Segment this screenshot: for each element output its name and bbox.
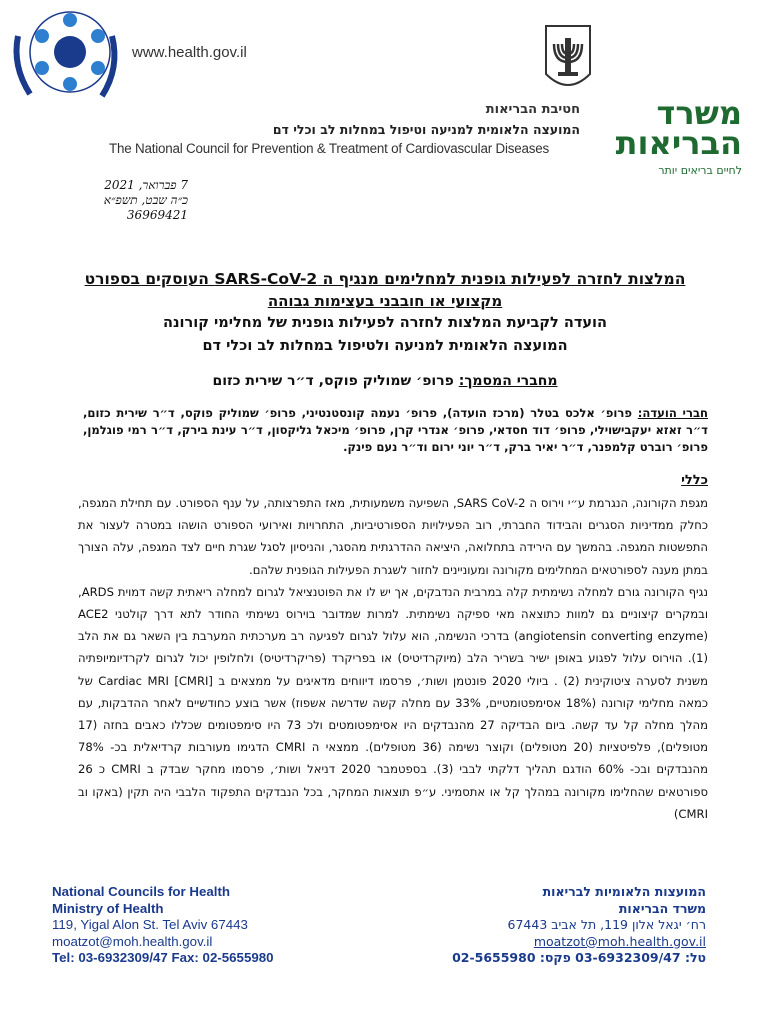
body-text: [78, 492, 708, 825]
footer-he-address: רח׳ יגאל אלון 119, תל אביב 67443: [507, 917, 706, 932]
ministry-logo-word: הבריאות: [615, 124, 742, 162]
authors-line: [40, 373, 730, 389]
authors-label: מחברי המסמך:: [458, 373, 558, 389]
state-emblem-icon: [540, 22, 596, 96]
document-title: המלצות לחזרה לפעילות גופנית למחלימים מנגיף ה SARS-CoV-2 העוסקים בספורט: [84, 270, 686, 288]
footer-en-ministry: Ministry of Health: [52, 900, 164, 916]
councils-for-health-logo: [8, 6, 126, 114]
footer-he-ministry: משרד הבריאות: [618, 900, 706, 916]
committee-names: פרופ׳ אלכס בטלר (מרכז הועדה), פרופ׳ נעמה קונסטנטיני, פרופ׳ שמוליק פוקס, ד״ר שירית כזום, ד״ר זאזא יעקבישוילי, פרופ׳ דוד חסדאי, פרופ׳ אנדרי קרן, פרופ׳ מיכאל גליקסון, ד״ר עינת בירק, ד״ר רמי פוגלמן, פרופ׳ רוברט קלמפנר, ד״ר יאיר ברק, ד״ר יוני ירום וד״ר נעם פינק.: [83, 406, 708, 454]
authors-names: פרופ׳ שמוליק פוקס, ד״ר שירית כזום: [212, 373, 459, 389]
footer-he-org: המועצות הלאומיות לבריאות: [542, 884, 706, 899]
footer-en-address: 119, Yigal Alon St. Tel Aviv 67443: [52, 917, 248, 932]
ministry-tagline: לחיים בריאים יותר: [658, 164, 742, 177]
document-reference: 36969421: [126, 208, 188, 222]
footer-he-email[interactable]: moatzot@moh.health.gov.il: [533, 933, 706, 949]
body-paragraph: נגיף הקורונה גורם למחלה נשימתית קלה במרבית הנדבקים, אך יש לו את הפוטנציאל לגרום למחלה ריאתית קשה דמוית ARDS, ובמקרים קיצוניים גם למוות כתוצאה מאי ספיקה נשימתית. למרות שמדובר בוירוס נשימתי החודר לתא דרך קולטני ACE2 (angiotensin converting enzyme) בדרכי הנשימה, הוא עלול לגרום לפגיעה רב מערכתית המערבת בין השאר גם את הלב (1). הוירוס עלול לפגוע באופן ישיר בשריר הלב (מיוקרדיטיס) או בפריקרד (פריקרדיטיס) ולחלופין יכול לגרום לקרדיומיופתיה משנית לסערה ציטוקינית (2) . ביולי 2020 פונטמן ושות׳, פרסמו דיווחים מדאיגים על ממצאים ב Cardiac MRI [CMRI] של כמאה מחלימי קורונה (18% אסימפטומטיים, 33% עם מחלה קשה שדרשה אשפוז) אשר בוצע כחודשיים לאחר ההדבקות, עם מהלך מחלה קל עד קשה. ביום הבדיקה 27 מהנבדקים היו אסימפטומטים ולכ 73 היו סימפטומים שכללו כאבים בחזה (17 מטופלים), פלפיטציות (20 מטופלים) וקוצר נשימה (36 מטופלים). ממצאי ה CMRI הדגימו מעורבות קרדיאלית בכ- 78% מהנבדקים ובכ- 60% הודגם תהליך דלקתי לבבי (3). בספטמבר 2020 דניאל ושות׳, פרסמו מחקר שבדק ב CMRI כ 26 ספורטאים שהחלימו מקורונה במהלך קל או אתסמיני. ע״פ תוצאות המחקר, בכל הנבדקים התפקוד הלבבי היה תקין (באקו וב CMRI): [78, 584, 709, 821]
footer-en-org: National Councils for Health: [52, 884, 231, 899]
header-council-english: The National Council for Prevention & Treatment of Cardiovascular Diseases: [109, 141, 549, 156]
date-hebrew: כ״ה שבט, תשפ״א: [103, 193, 188, 207]
footer-english: [52, 884, 274, 967]
ministry-of-health-logo: [592, 96, 742, 182]
date-gregorian: 7 פברואר, 2021: [104, 178, 188, 192]
council-title: המועצה הלאומית למניעה ולטיפול במחלות לב וכלי דם: [202, 338, 568, 354]
site-url[interactable]: www.health.gov.il: [132, 44, 247, 61]
ministry-logo-word: משרד: [656, 94, 742, 132]
section-heading-general: כללי: [681, 473, 708, 488]
body-paragraph: מגפת הקורונה, הנגרמת ע״י וירוס ה SARS CoV-2, השפיעה משמעותית, מאז התפרצותה, על ענף הספורט. עם תחילת המגפה, כחלק ממדיניות הסגרים והבידוד החברתי, רוב הפעילויות הספורטיביות, התחרויות ואירועי הספורט הושהו במטרה לעצור את התפשטות המגפה. בהמשך עם הירידה בתחלואה, היציאה ההדרגתית מהסגר, והניסיון לסגל שגרת חיים לצד המגפה, עלה הצורך במתן מענה לספורטאים המחלימים מקורונה ומעוניינים לחזור לשגרת הפעילות הגופנית שלהם.: [78, 496, 708, 577]
footer-en-phone: Tel: 03-6932309/47 Fax: 02-5655980: [52, 950, 274, 965]
footer-he-phone: טל: 03-6932309/47 פקס: 02-5655980: [452, 950, 706, 965]
committee-label: חברי הועדה:: [637, 406, 708, 420]
committee-title: הועדה לקביעת המלצות לחזרה לפעילות גופנית של מחלימי קורונה: [163, 315, 607, 331]
header-council-hebrew: המועצה הלאומית למניעה וטיפול במחלות לב וכלי דם: [272, 122, 580, 137]
committee-members: [83, 405, 708, 456]
header-org-name: חטיבת הבריאות: [485, 102, 580, 117]
document-title-continued: מקצועי או חובבני בעצימות גבוהה: [267, 292, 503, 310]
footer-hebrew: [452, 884, 706, 967]
footer-en-email[interactable]: moatzot@moh.health.gov.il: [52, 933, 213, 949]
